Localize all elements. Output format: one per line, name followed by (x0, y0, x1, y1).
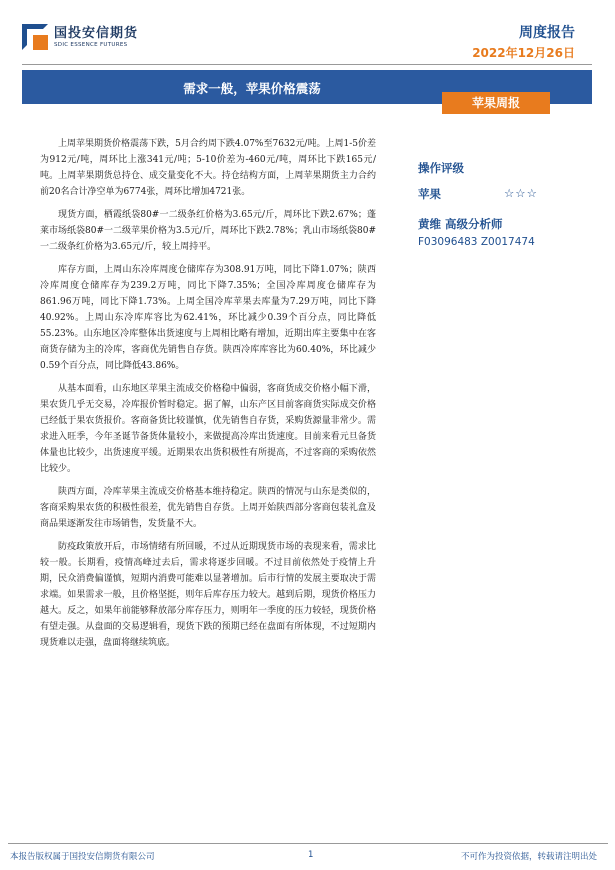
sidebar (418, 160, 588, 248)
report-category-tag: 苹果周报 (442, 92, 550, 114)
logo-icon (22, 24, 48, 50)
paragraph-fundamentals: 从基本面看，山东地区苹果主流成交价格稳中偏弱，客商货成交价格小幅下滑，果农货几乎无交易，冷库报价暂时稳定。据了解，山东产区目前客商货实际成交价格已经低于果农货报价。客商备货比较谨慎，优先销售自存货，采购货源量非常少。需求进入旺季，今年圣诞节备货体量较小，来做提高冷库出货速度。目前来看元旦备货体量也比较少，出货速度平缓。近期果农出货积极性有所提高，不过客商的采购依然比较少。 (40, 384, 376, 474)
report-date: 2022年12月26日 (472, 46, 575, 60)
report-body (40, 136, 376, 651)
analyst-certificate: F03096483 Z0017474 (418, 236, 535, 248)
footer-divider (8, 843, 608, 844)
paragraph-spot: 现货方面，栖霞纸袋80#一二级条红价格为3.65元/斤，周环比下跌2.67%；蓬莱市场纸袋80#一二级苹果价格为3.5元/斤，周环比下跌2.78%；乳山市场纸袋80#一二级条红价格为3.65元/斤，较上周持平。 (40, 210, 376, 252)
company-logo (22, 24, 138, 50)
paragraph-outlook: 防疫政策放开后，市场情绪有所回暖，不过从近期现货市场的表现来看，需求比较一般。长期看，疫情高峰过去后，需求将逐步回暖。不过目前依然处于疫情上升期，民众消费偏谨慎，短期内消费可能难以显著增加。后市行情的发展主要取决于需求端。如果需求一般，且价格坚挺，则年后库存压力较大。越到后期，现货价格压力越大。反之，如果年前能够释放部分库存压力，则明年一季度的压力较轻，现货价格有望走强。从盘面的交易逻辑看，现货下跌的预期已经在盘面有所体现，不过短期内现货难以走强，盘面将继续筑底。 (40, 542, 376, 648)
paragraph-shaanxi: 陕西方面，冷库苹果主流成交价格基本维持稳定。陕西的情况与山东是类似的，客商采购果农货的积极性很差，优先销售自存货。上周开始陕西部分客商包装礼盒及商品果逐渐发往市场销售，发货量不大。 (40, 487, 376, 529)
report-headline: 需求一般，苹果价格震荡 (183, 81, 321, 96)
copyright-notice: 本报告版权属于国投安信期货有限公司 (10, 852, 155, 862)
disclaimer-notice: 不可作为投资依据，转载请注明出处 (460, 852, 597, 862)
header-divider (22, 64, 592, 65)
rating-row (418, 186, 588, 202)
paragraph-inventory: 库存方面，上周山东冷库周度仓储库存为308.91万吨，同比下降1.07%；陕西冷库周度仓储库存为239.2万吨，同比下降7.35%；全国冷库周度仓储库存为861.96万吨，同比下降1.73%。上周全国冷库苹果去库量为7.29万吨，同比下降40.92%。上周山东冷库库容比为62.41%，环比减少0.39个百分点，同比降低55.23%。山东地区冷库整体出货速度与上周相比略有增加，近期出库主要集中在客商货存储为主的冷库，客商优先销售自存货。陕西冷库库容比为60.40%，环比减少0.59个百分点，同比降低43.86%。 (40, 265, 376, 371)
paragraph-futures: 上周苹果期货价格震荡下跌，5月合约周下跌4.07%至7632元/吨。上周1-5价差为912元/吨，周环比上涨341元/吨；5-10价差为-460元/吨，周环比下跌165元/吨。上周苹果期货总持仓、成交量变化不大。持仓结构方面，上周苹果期货主力合约前20名合计净空单为6774张，周环比增加4721张。 (40, 139, 376, 197)
page-number: 1 (308, 850, 314, 860)
rating-label: 苹果 (418, 187, 441, 201)
rating-heading: 操作评级 (418, 161, 464, 175)
title-band (22, 70, 592, 110)
report-type: 周度报告 (519, 25, 575, 41)
logo-name-cn: 国投安信期货 (54, 25, 139, 41)
rating-stars: ☆☆☆ (504, 186, 538, 200)
logo-name-en: SDIC ESSENCE FUTURES (54, 41, 128, 48)
analyst-name: 黄维 高级分析师 (418, 217, 503, 231)
